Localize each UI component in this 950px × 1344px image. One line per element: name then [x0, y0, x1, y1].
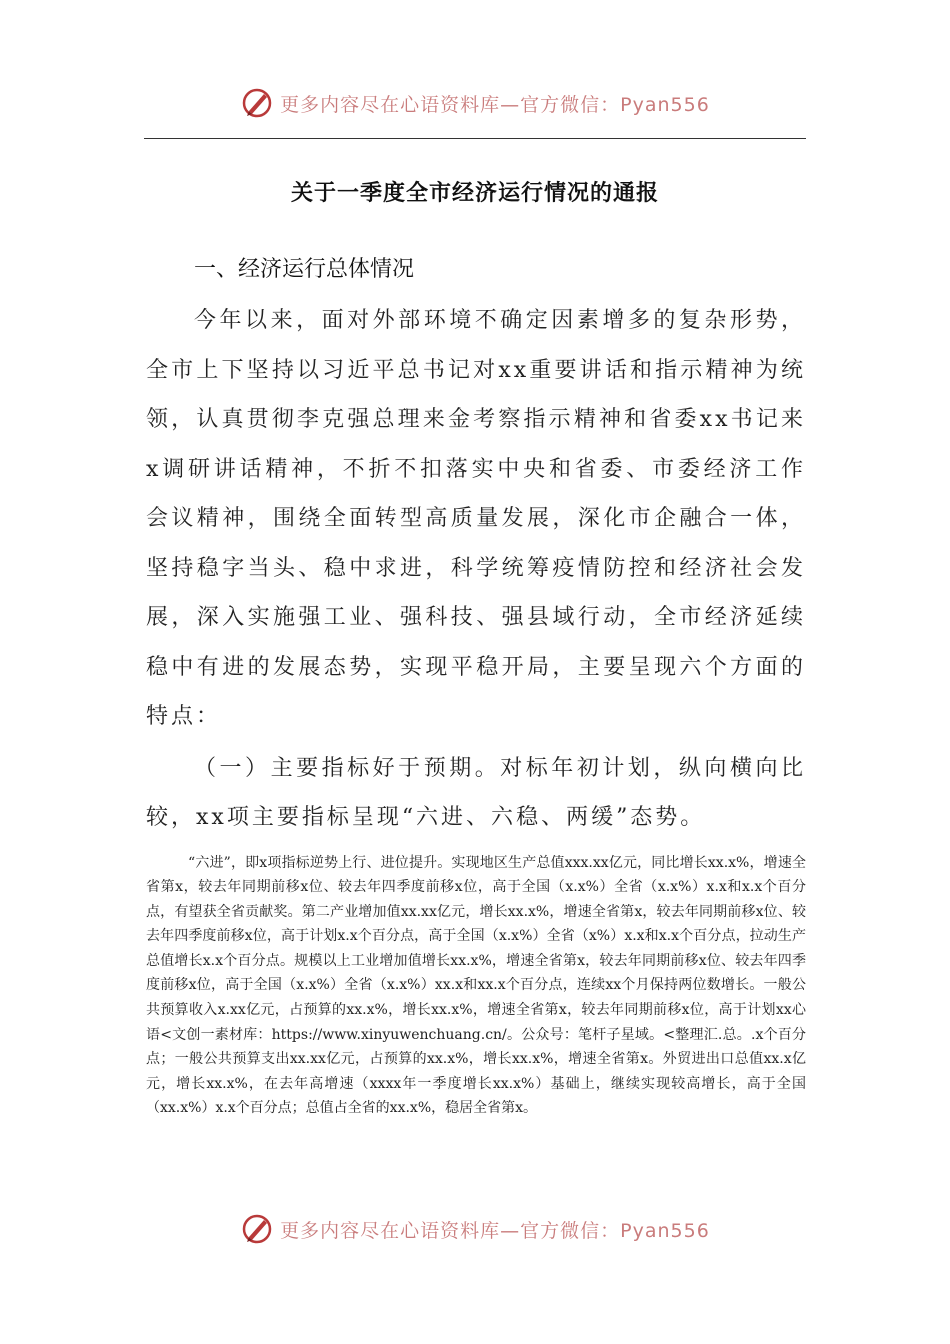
watermark-text: 更多内容尽在心语资料库—官方微信：Pyan556: [280, 1219, 710, 1242]
header-rule: [144, 138, 806, 139]
pen-logo-icon: [240, 1212, 274, 1246]
footer-watermark: [0, 1212, 950, 1246]
document-title: 关于一季度全市经济运行情况的通报: [290, 180, 659, 206]
six-advances-paragraph: “六进”，即x项指标逆势上行、进位提升。实现地区生产总值xxx.xx亿元，同比增长xx.x%，增速全省第x，较去年同期前移x位、较去年四季度前移x位，高于全国（x.x%）全省（x.x%）x.x和x.x个百分点，有望获全省贡献奖。第二产业增加值xx.xx亿元，增长xx.x%，增速全省第x，较去年同期前移x位、较去年四季度前移x位，高于计划x.x个百分点，高于全国（x.x%）全省（x%）x.x和x.x个百分点，拉动生产总值增长x.x个百分点。规模以上工业增加值增长xx.x%，增速全省第x，较去年同期前移x位、较去年四季度前移x位，高于全国（x.x%）全省（x.x%）xx.x和xx.x个百分点，连续xx个月保持两位数增长。一般公共预算收入x.xx亿元，占预算的xx.x%，增长xx.x%，增速全省第x，较去年同期前移x位，高于计划xx心语<文创一素材库：https://www.xinyuwenchuang.cn/。公众号：笔杆子星域。<整理汇.总。.x个百分点；一般公共预算支出xx.xx亿元，占预算的xx.x%，增长xx.x%，增速全省第x。外贸进出口总值xx.x亿元，增长xx.x%，在去年高增速（xxxx年一季度增长xx.x%）基础上，继续实现较高增长，高于全国（xx.x%）x.x个百分点；总值占全省的xx.x%，稳居全省第x。: [146, 854, 806, 1117]
overview-paragraph: 今年以来，面对外部环境不确定因素增多的复杂形势，全市上下坚持以习近平总书记对xx重要讲话和指示精神为统领，认真贯彻李克强总理来金考察指示精神和省委xx书记来x调研讲话精神，不折不扣落实中央和省委、市委经济工作会议精神，围绕全面转型高质量发展，深化市企融合一体，坚持稳字当头、稳中求进，科学统筹疫情防控和经济社会发展，深入实施强工业、强科技、强县域行动，全市经济延续稳中有进的发展态势，实现平稳开局，主要呈现六个方面的特点：: [146, 308, 806, 729]
pen-logo-icon: [240, 86, 274, 120]
indicators-paragraph: （一）主要指标好于预期。对标年初计划，纵向横向比较，xx项主要指标呈现“六进、六稳、两缓”态势。: [146, 755, 806, 830]
section-heading: 一、经济运行总体情况: [194, 257, 415, 282]
document-body: [146, 250, 806, 1121]
watermark-text: 更多内容尽在心语资料库—官方微信：Pyan556: [280, 93, 710, 116]
header-watermark: [0, 86, 950, 120]
